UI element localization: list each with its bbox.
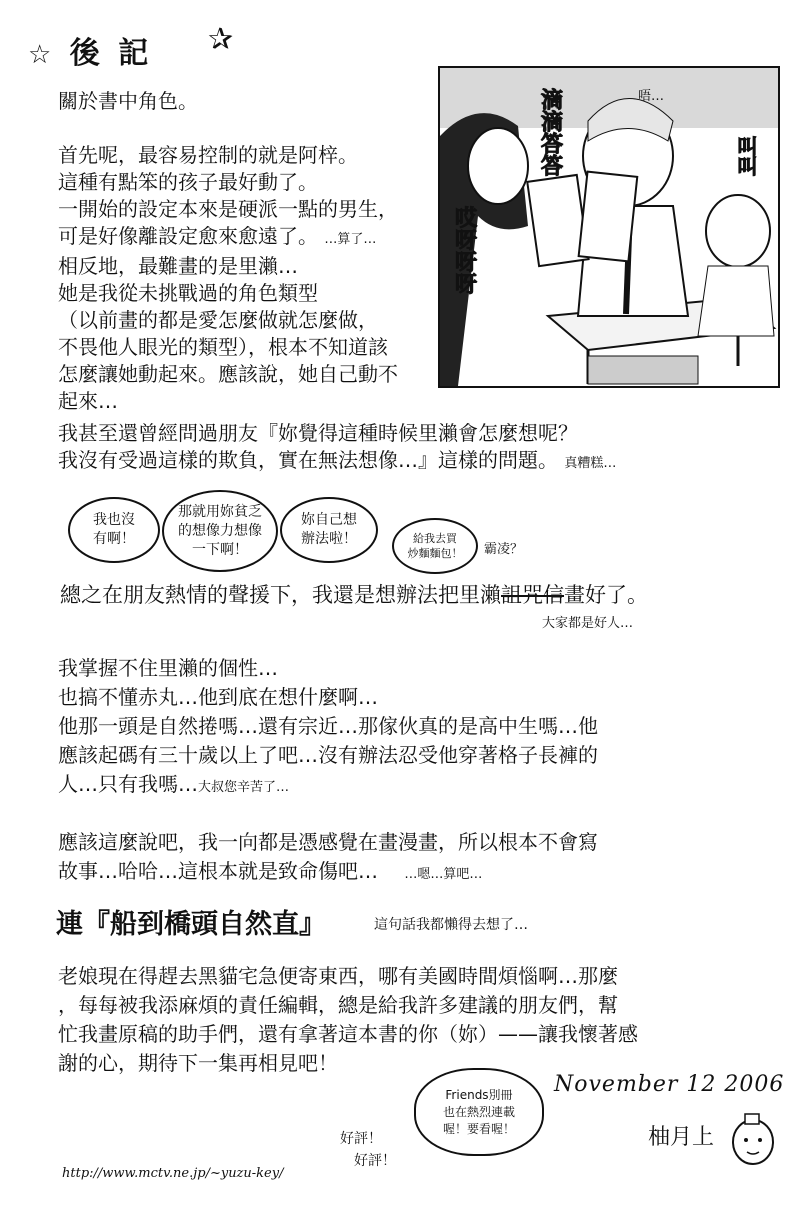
line bbox=[58, 447, 616, 477]
speech-bubble: 我也沒 有啊！ bbox=[68, 497, 160, 563]
thanks-paragraph bbox=[58, 962, 638, 1078]
line: 起來… bbox=[58, 389, 118, 413]
signature-date: November 12 2006 bbox=[554, 1072, 785, 1097]
line bbox=[58, 115, 398, 142]
friend-question bbox=[58, 420, 616, 477]
manga-illustration bbox=[438, 66, 780, 388]
right-boy-head bbox=[706, 195, 770, 267]
good-review-2: 好評！ bbox=[354, 1153, 396, 1169]
star-outline-icon: ☆ bbox=[28, 40, 56, 70]
line: ，每每被我添麻煩的責任編輯，總是給我許多建議的朋友們，幫 bbox=[58, 993, 618, 1017]
line bbox=[58, 770, 598, 802]
line: 老娘現在得趕去黑貓宅急便寄東西，哪有美國時間煩惱啊…那麼 bbox=[58, 964, 618, 988]
line: 我甚至還曾經問過朋友『妳覺得這種時候里瀨會怎麼想呢？ bbox=[58, 421, 578, 445]
line: 應該起碼有三十歲以上了吧…沒有辦法忍受他穿著格子長褲的 bbox=[58, 743, 598, 767]
speech-bubble: 那就用妳貧乏 的想像力想像 一下啊！ bbox=[162, 490, 278, 572]
aside-note: …嗯…算吧… bbox=[404, 867, 483, 882]
struck-text: 詛咒信 bbox=[501, 583, 564, 607]
proverb-line: 連『船到橋頭自然直』 bbox=[56, 909, 326, 940]
character-notes bbox=[58, 88, 398, 415]
aside-note: 真糟糕… bbox=[564, 456, 617, 471]
page-title bbox=[28, 28, 152, 72]
drawing-by-feel bbox=[58, 828, 598, 889]
sfx-left: 哎呀呀呀 bbox=[451, 206, 477, 294]
book-right-page bbox=[579, 172, 638, 262]
line: 也搞不懂赤丸…他到底在想什麼啊… bbox=[58, 685, 378, 709]
aside-note: 這句話我都懶得去想了… bbox=[374, 917, 528, 933]
speech-bubble: 給我去買 炒麵麵包！ bbox=[392, 518, 478, 574]
line: 謝的心，期待下一集再相見吧！ bbox=[58, 1051, 338, 1075]
line-text: 可是好像離設定愈來愈遠了。 bbox=[58, 224, 318, 248]
author-url: http://www.mctv.ne.jp/~yuzu-key/ bbox=[62, 1166, 284, 1181]
sfx-right: 叫叫 bbox=[734, 136, 758, 176]
line: 這種有點笨的孩子最好動了。 bbox=[58, 170, 318, 194]
line: 相反地，最難畫的是里瀨… bbox=[58, 254, 298, 278]
promo-bubble: Friends別冊 也在熱烈連載 喔！要看喔！ bbox=[414, 1068, 544, 1156]
star-outline-icon: ✰ bbox=[208, 22, 234, 57]
friends-support bbox=[60, 582, 648, 609]
aside-note: 大家都是好人… bbox=[542, 616, 634, 631]
line bbox=[58, 223, 398, 253]
aside-note: 大叔您辛苦了… bbox=[198, 780, 290, 795]
aside-note: …算了… bbox=[324, 232, 377, 247]
sfx-drip: 滴滴答答 bbox=[537, 88, 563, 176]
title-text: 後 記 bbox=[69, 36, 153, 71]
bully-note: 霸凌？ bbox=[484, 542, 524, 557]
line-text: 人…只有我嗎… bbox=[58, 772, 198, 796]
left-boy-face bbox=[468, 128, 528, 204]
line: 我掌握不住里瀨的個性… bbox=[58, 656, 278, 680]
speech-bubble: 妳自己想 辦法啦！ bbox=[280, 497, 378, 563]
line: （以前畫的都是愛怎麼做就怎麼做， bbox=[58, 308, 378, 332]
line: 怎麼讓她動起來。應該說，她自己動不 bbox=[58, 362, 398, 386]
character-struggle bbox=[58, 654, 598, 802]
line-text: 我沒有受過這樣的欺負，實在無法想像…』這樣的問題。 bbox=[58, 448, 558, 472]
line: 應該這麼說吧，我一向都是憑感覺在畫漫畫，所以根本不會寫 bbox=[58, 830, 598, 854]
line: 一開始的設定本來是硬派一點的男生， bbox=[58, 197, 398, 221]
line bbox=[58, 857, 598, 889]
line: 不畏他人眼光的類型），根本不知道該 bbox=[58, 335, 388, 359]
author-face-icon bbox=[730, 1112, 776, 1166]
line-text: 故事…哈哈…這根本就是致命傷吧… bbox=[58, 859, 378, 883]
line-text: 總之在朋友熱情的聲援下，我還是想辦法把里瀨 bbox=[60, 583, 501, 607]
line: 關於書中角色。 bbox=[58, 89, 198, 113]
desk-drawer bbox=[588, 356, 698, 384]
line: 他那一頭是自然捲嗎…還有宗近…那傢伙真的是高中生嗎…他 bbox=[58, 714, 598, 738]
good-review-1: 好評！ bbox=[340, 1131, 382, 1147]
sfx-ugh: 唔… bbox=[638, 89, 665, 104]
line: 忙我畫原稿的助手們，還有拿著這本書的你（妳）——讓我懷著感 bbox=[58, 1022, 638, 1046]
line-text: 畫好了。 bbox=[564, 583, 648, 607]
line: 首先呢，最容易控制的就是阿梓。 bbox=[58, 143, 358, 167]
line: 她是我從未挑戰過的角色類型 bbox=[58, 281, 318, 305]
author-signature: 柚月上 bbox=[648, 1125, 715, 1150]
right-boy-body bbox=[698, 266, 774, 336]
